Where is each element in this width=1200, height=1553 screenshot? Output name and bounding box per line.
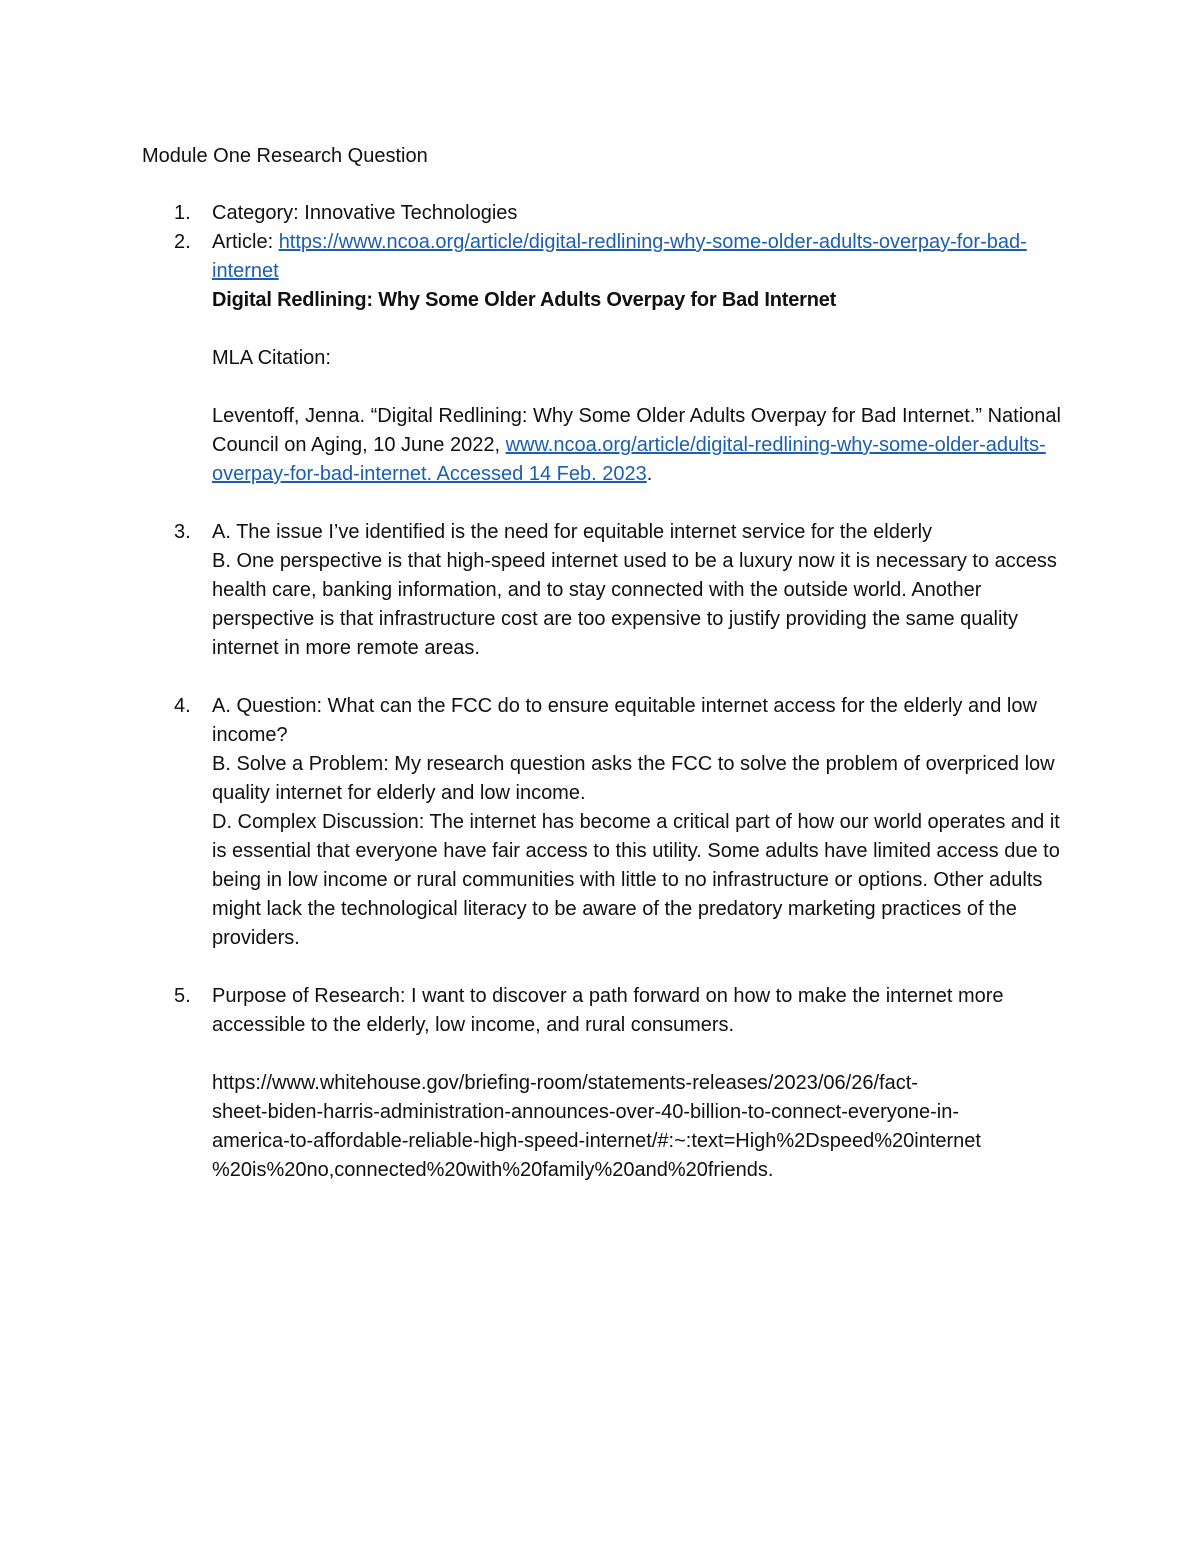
issue-part-b: B. One perspective is that high-speed internet used to be a luxury now it is necessary to access health care, banking information, and to stay connected with the outside world. Another perspective is that infrastructure cost are too expensive to justify providing the same quality internet in more remote areas. xyxy=(212,550,1057,659)
list-item-issue xyxy=(0,518,1062,692)
category-text: Category: Innovative Technologies xyxy=(212,202,518,224)
list-item-question xyxy=(0,692,1062,982)
reference-line-4: %20is%20no,connected%20with%20family%20and%20friends. xyxy=(212,1159,774,1181)
spacer xyxy=(212,663,1062,692)
list-number: 5. xyxy=(174,985,191,1007)
spacer xyxy=(212,315,1062,344)
citation-link[interactable]: www.ncoa.org/article/digital-redlining-why-some-older-adults-overpay-for-bad-internet. Accessed 14 Feb. 2023 xyxy=(212,434,1046,485)
reference-line-3: america-to-affordable-reliable-high-speed-internet/#:~:text=High%2Dspeed%20internet xyxy=(212,1130,981,1152)
page-title: Module One Research Question xyxy=(142,145,428,167)
article-link[interactable]: https://www.ncoa.org/article/digital-redlining-why-some-older-adults-overpay-for-bad-internet xyxy=(212,231,1027,282)
list-item-purpose xyxy=(0,982,1062,1185)
reference-line-1: https://www.whitehouse.gov/briefing-room/statements-releases/2023/06/26/fact- xyxy=(212,1072,918,1094)
spacer xyxy=(212,1040,1062,1069)
article-label: Article: xyxy=(212,231,279,253)
spacer xyxy=(212,373,1062,402)
reference-line-2: sheet-biden-harris-administration-announces-over-40-billion-to-connect-everyone-in- xyxy=(212,1101,960,1123)
list-number: 2. xyxy=(174,231,191,253)
list-number: 3. xyxy=(174,521,191,543)
article-title: Digital Redlining: Why Some Older Adults Overpay for Bad Internet xyxy=(212,289,837,311)
issue-part-a: A. The issue I’ve identified is the need for equitable internet service for the elderly xyxy=(212,521,933,543)
list-number: 4. xyxy=(174,695,191,717)
question-part-b: B. Solve a Problem: My research question asks the FCC to solve the problem of overpriced low quality internet for elderly and low income. xyxy=(212,753,1055,804)
list-item-category xyxy=(0,199,1062,228)
mla-label: MLA Citation: xyxy=(212,347,331,369)
spacer xyxy=(212,953,1062,982)
list-item-article xyxy=(0,228,1062,518)
numbered-list xyxy=(0,199,1200,1185)
list-number: 1. xyxy=(174,202,191,224)
purpose-text: Purpose of Research: I want to discover a path forward on how to make the internet more accessible to the elderly, low income, and rural consumers. xyxy=(212,985,1004,1036)
question-part-a: A. Question: What can the FCC do to ensure equitable internet access for the elderly and low income? xyxy=(212,695,1037,746)
spacer xyxy=(212,489,1062,518)
citation-end: . xyxy=(646,463,653,485)
question-part-d: D. Complex Discussion: The internet has become a critical part of how our world operates and it is essential that everyone have fair access to this utility. Some adults have limited access due to being in low income or rural communities with little to no infrastructure or options. Other adults might lack the technological literacy to be aware of the predatory marketing practices of the providers. xyxy=(212,811,1060,949)
citation-text: Leventoff, Jenna. “Digital Redlining: Why Some Older Adults Overpay for Bad Internet.” National Council on Aging, 10 June 2022, xyxy=(212,405,1061,456)
